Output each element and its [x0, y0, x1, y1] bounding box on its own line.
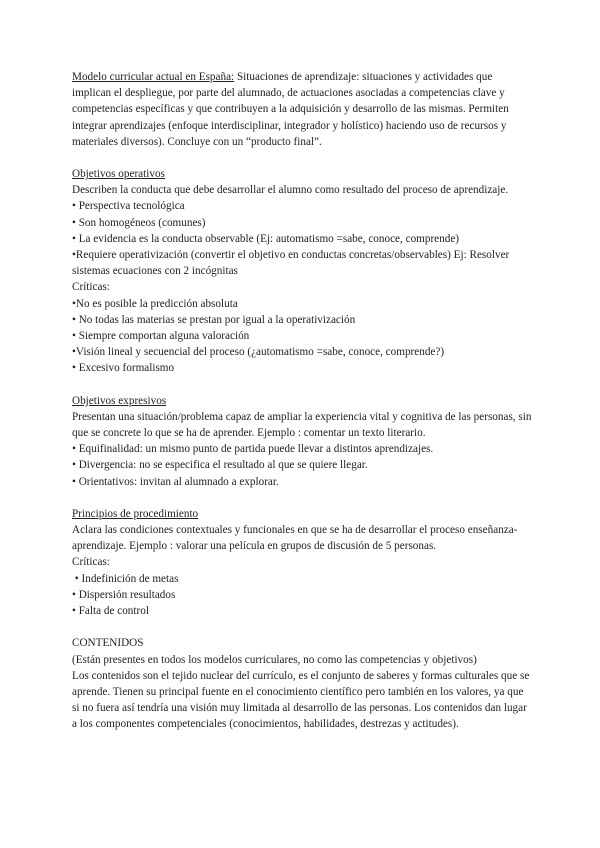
spacer [72, 619, 532, 635]
principios-critica: • Indefinición de metas [72, 572, 179, 585]
contenidos-note: (Están presentes en todos los modelos curriculares, no como las competencias y objetivos) [72, 653, 477, 666]
principios-description: Aclara las condiciones contextuales y funcionales en que se ha de desarrollar el proceso enseñanza- aprendizaje. Ejemplo : valorar una película en grupos de discusión de 5 personas. [72, 524, 518, 553]
expresivos-heading: Objetivos expresivos [72, 394, 167, 407]
operativos-critica: • Siempre comportan alguna valoración [72, 330, 250, 343]
expresivos-item: • Equifinalidad: un mismo punto de partida puede llevar a distintos aprendizajes. [72, 443, 434, 456]
expresivos-item: • Divergencia: no se especifica el resultado al que se quiere llegar. [72, 459, 368, 472]
principios-criticas-label: Críticas: [72, 556, 110, 569]
principios-heading: Principios de procedimiento [72, 507, 199, 520]
expresivos-item: • Orientativos: invitan al alumnado a explorar. [72, 475, 279, 488]
operativos-item: • Son homogéneos (comunes) [72, 216, 206, 229]
operativos-item: •Requiere operativización (convertir el objetivo en conductas concretas/observables) Ej: Resolver sistemas ecuaciones con 2 incógnitas [72, 249, 510, 278]
operativos-critica: • No todas las materias se prestan por igual a la operativización [72, 313, 356, 326]
spacer [72, 150, 532, 166]
operativos-critica: •No es posible la predicción absoluta [72, 297, 238, 310]
principios-critica: • Falta de control [72, 605, 149, 618]
operativos-item: • La evidencia es la conducta observable (Ej: automatismo =sabe, conoce, comprende) [72, 232, 460, 245]
operativos-description: Describen la conducta que debe desarrollar el alumno como resultado del proceso de aprendizaje. [72, 184, 509, 197]
intro-heading: Modelo curricular actual en España: [72, 71, 235, 83]
contenidos-text: Los contenidos son el tejido nuclear del currículo, es el conjunto de saberes y formas culturales que se aprende. Tienen su principal fuente en el conocimiento científico pero también en los valores, ya que si no fuera así tendría una visión muy limitada al desarrollo de las personas. Los contenidos dan lugar a los componentes competenciales (conocimientos, habilidades, destrezas y actitudes). [72, 669, 530, 731]
operativos-criticas-label: Críticas: [72, 281, 110, 294]
contenidos-heading: CONTENIDOS [72, 637, 144, 650]
operativos-heading: Objetivos operativos [72, 168, 165, 181]
intro-text: Situaciones de aprendizaje: situaciones y actividades que implican el despliegue, por parte del alumnado, de actuaciones asociadas a competencias clave y competencias específicas y que contribuyen a la adquisición y desarrollo de las mismas. Permiten integrar aprendizajes (enfoque interdisciplinar, integrador y holístico) haciendo uso de recursos y materiales diversos). Concluye con un “producto final”. [72, 71, 509, 148]
spacer [72, 490, 532, 506]
document-page [72, 69, 532, 733]
intro-paragraph [72, 69, 532, 150]
operativos-critica: •Visión lineal y secuencial del proceso (¿automatismo =sabe, conoce, comprende?) [72, 346, 445, 359]
operativos-item: • Perspectiva tecnológica [72, 200, 185, 213]
operativos-critica: • Excesivo formalismo [72, 362, 175, 375]
expresivos-description: Presentan una situación/problema capaz de ampliar la experiencia vital y cognitiva de las personas, sin que se concrete lo que se ha de aprender. Ejemplo : comentar un texto literario. [72, 410, 532, 440]
principios-critica: • Dispersión resultados [72, 588, 176, 601]
spacer [72, 377, 532, 393]
